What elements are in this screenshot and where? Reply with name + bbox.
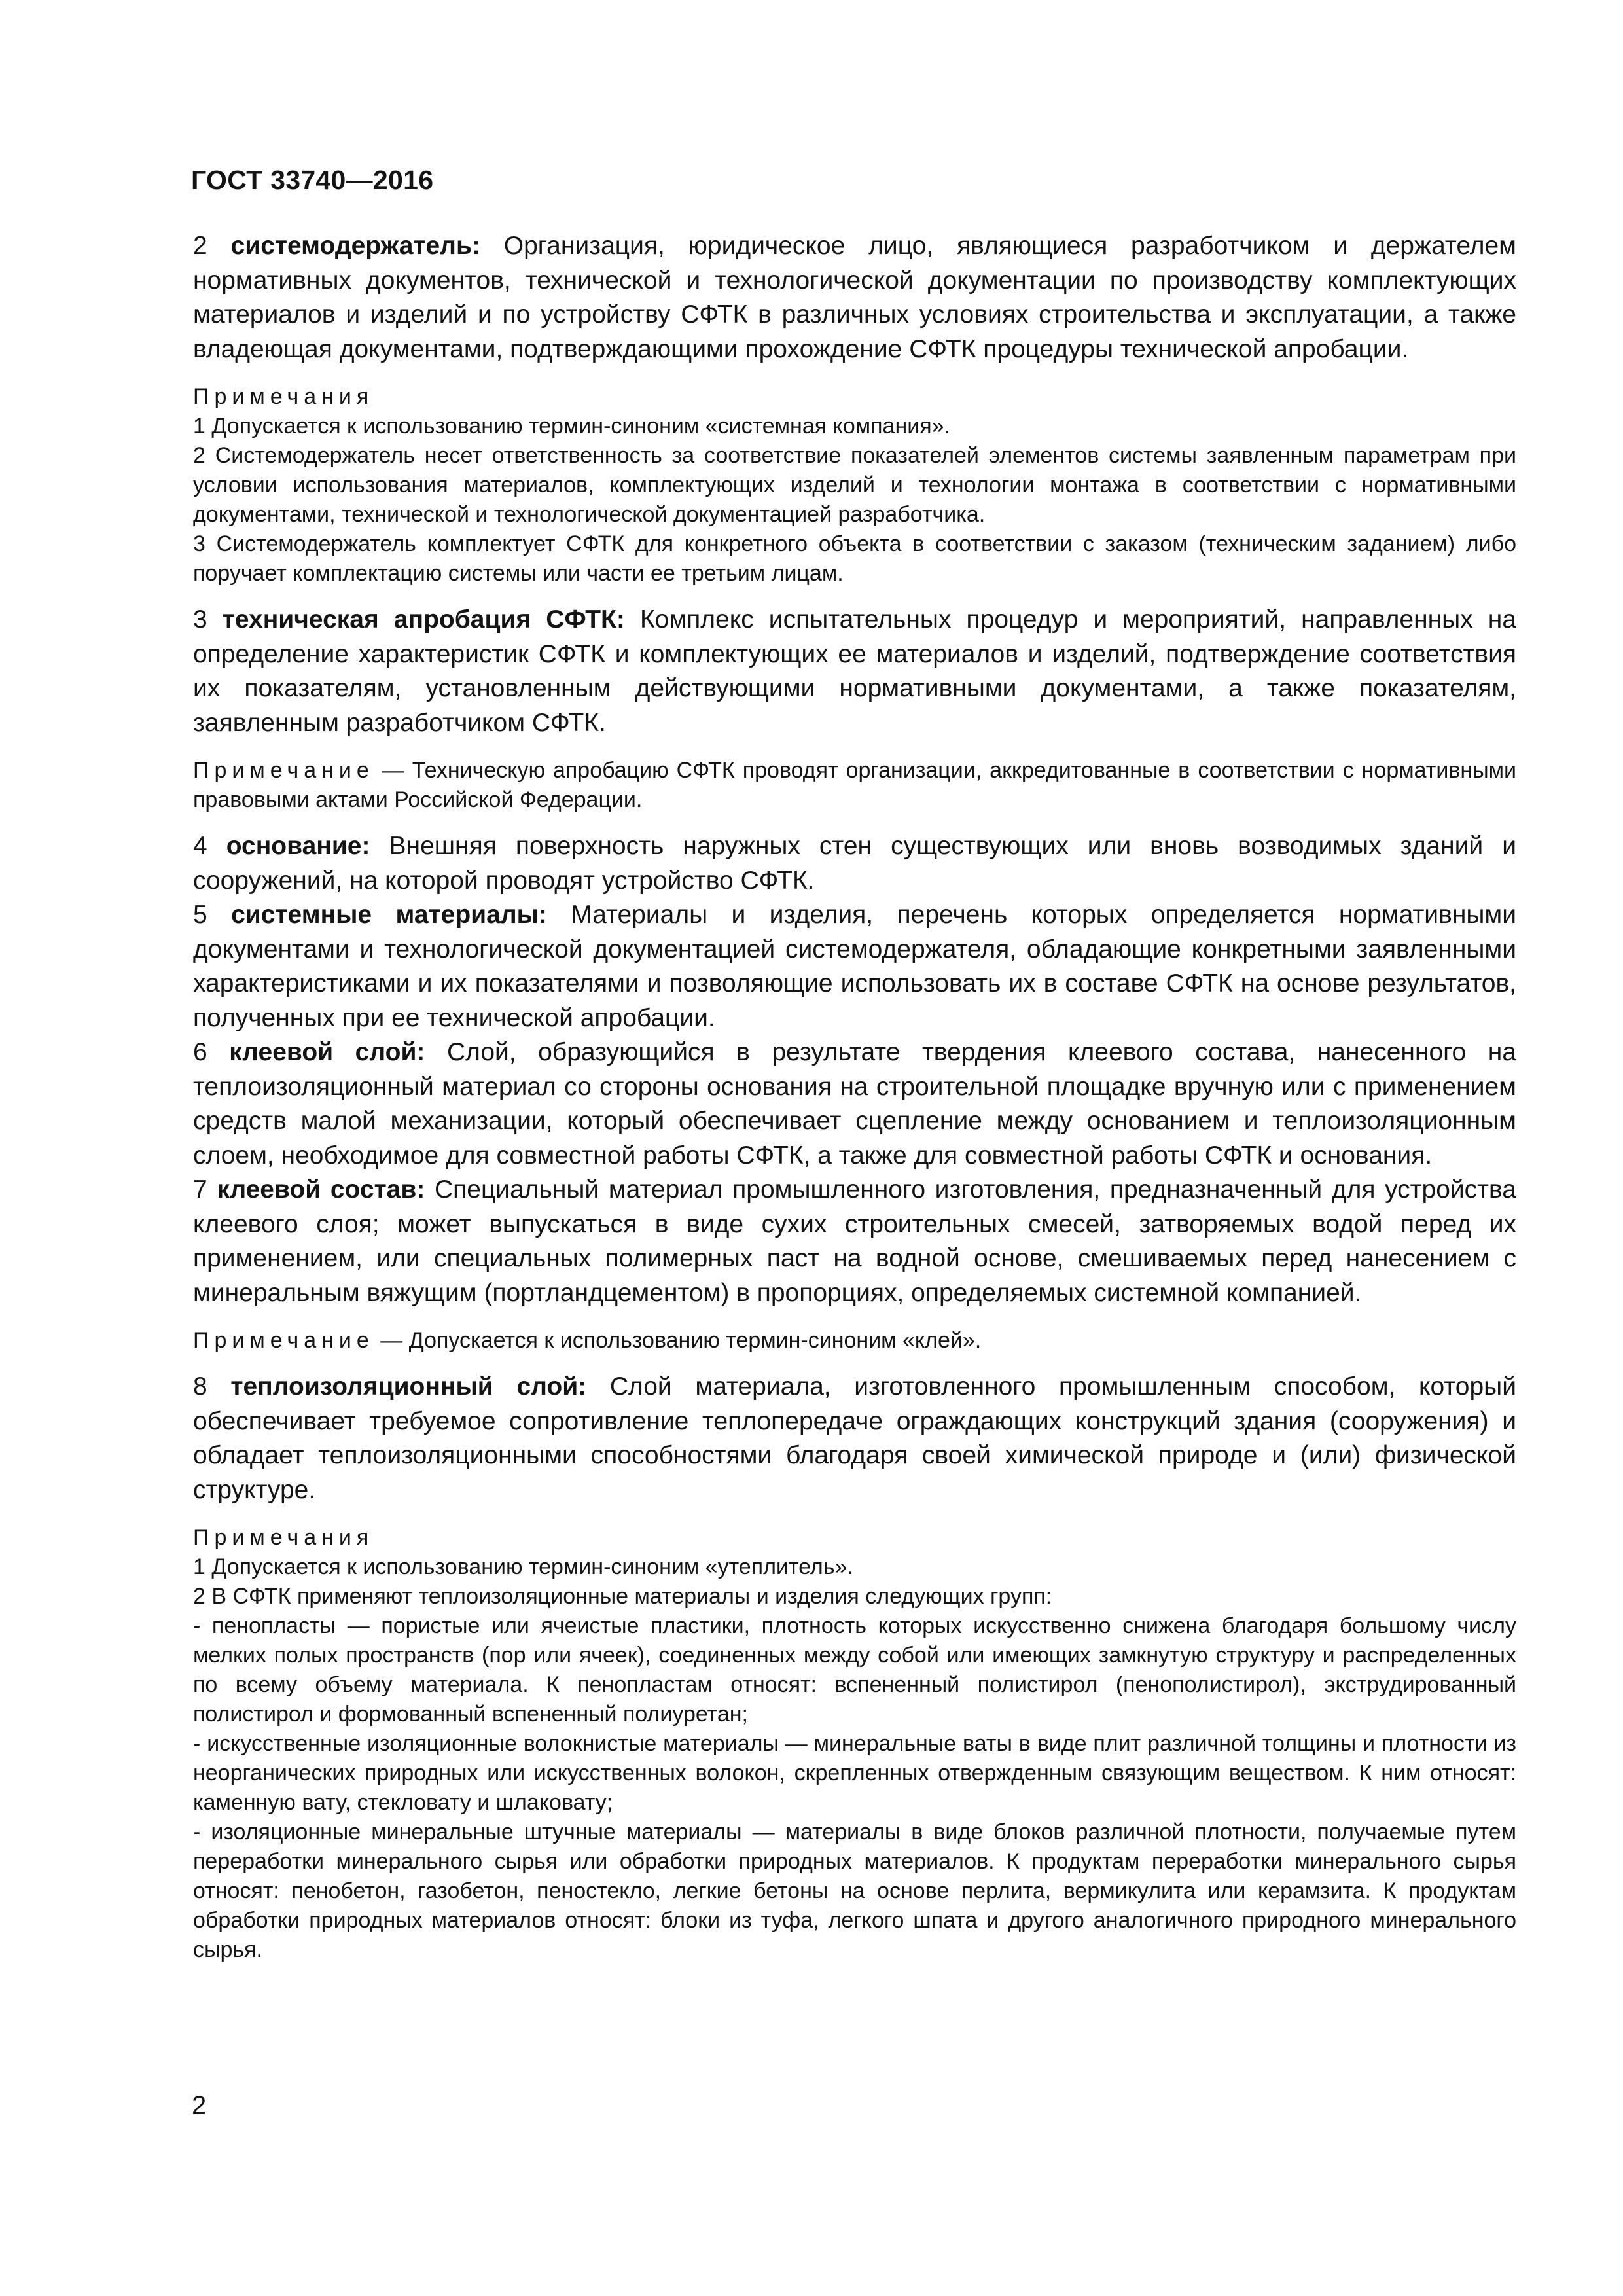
notes-title: Примечания <box>193 384 374 409</box>
term-number: 2 <box>193 232 207 260</box>
note-item: 1 Допускается к использованию термин-синоним «утеплитель». <box>193 1554 853 1579</box>
note-list-item: - пенопласты — пористые или ячеистые пластики, плотность которых искусственно снижена благодаря большому числу мелких полых пространств (пор или ячеек), соединенных между собой или имеющих замкнутую структуру и распределенных по всему объему материала. К пенопластам относят: вспененный полистирол (пенополистирол), экструдированный полистирол и формованный вспененный полиуретан; <box>193 1613 1516 1727</box>
term-name: техническая апробация СФТК: <box>222 605 625 634</box>
term-definition-6 <box>193 1035 1516 1173</box>
term-name: клеевой состав: <box>217 1175 425 1204</box>
term-definition-text: Специальный материал промышленного изготовления, предназначенный для устройства клеевого слоя; может выпускаться в виде сухих строительных смесей, затворяемых водой перед их применением, или специальных полимерных паст на водной основе, смешиваемых перед нанесением с минеральным вяжущим (портландцементом) в пропорциях, определяемых системной компанией. <box>193 1175 1517 1307</box>
term-definition-7 <box>193 1173 1516 1310</box>
term-name: основание: <box>226 832 370 860</box>
notes-block-term-2 <box>193 382 1516 588</box>
term-number: 7 <box>193 1175 207 1204</box>
note-item: 2 Системодержатель несет ответственность за соответствие показателей элементов системы заявленным параметрам при условии использования материалов, комплектующих изделий и технологии монтажа в соответствии с нормативными документами, технической и технологической документацией разработчика. <box>193 443 1516 527</box>
document-body <box>193 229 1516 1965</box>
term-definition-8 <box>193 1370 1516 1507</box>
document-header-standard-number: ГОСТ 33740—2016 <box>191 165 434 195</box>
term-name: теплоизоляционный слой: <box>230 1372 587 1401</box>
note-label: Примечание <box>193 1328 374 1353</box>
note-block-term-7 <box>193 1326 1516 1355</box>
term-number: 4 <box>193 832 207 860</box>
term-name: системодержатель: <box>230 232 480 260</box>
note-list-item: - изоляционные минеральные штучные материалы — материалы в виде блоков различной плотности, получаемые путем переработки минерального сырья или обработки природных материалов. К продуктам переработки минерального сырья относят: пенобетон, газобетон, пеностекло, легкие бетоны на основе перлита, вермикулита или керамзита. К продуктам обработки природных материалов относят: блоки из туфа, легкого шпата и другого аналогичного природного минерального сырья. <box>193 1820 1516 1962</box>
term-definition-text: Слой материала, изготовленного промышленным способом, который обеспечивает требуемое сопротивление теплопередаче ограждающих конструкций здания (сооружения) и обладает теплоизоляционными способностями благодаря своей химической природе и (или) физической структуре. <box>193 1372 1516 1504</box>
term-definition-text: Организация, юридическое лицо, являющиеся разработчиком и держателем нормативных документов, технической и технологической документации по производству комплектующих материалов и изделий и по устройству СФТК в различных условиях строительства и эксплуатации, а также владеющая документами, подтверждающими прохождение СФТК процедуры технической апробации. <box>193 232 1516 363</box>
term-number: 5 <box>193 901 207 929</box>
term-definition-5 <box>193 898 1516 1035</box>
notes-block-term-8 <box>193 1523 1516 1965</box>
term-definition-text: Комплекс испытательных процедур и мероприятий, направленных на определение характеристик СФТК и комплектующих ее материалов и изделий, подтверждение соответствия их показателям, установленным действующими нормативными документами, а также показателям, заявленным разработчиком СФТК. <box>193 605 1517 737</box>
term-number: 6 <box>193 1038 207 1066</box>
term-number: 8 <box>193 1372 207 1401</box>
term-name: клеевой слой: <box>229 1038 425 1066</box>
note-block-term-3 <box>193 756 1516 815</box>
term-definition-text: Внешняя поверхность наружных стен существующих или вновь возводимых зданий и сооружений, на которой проводят устройство СФТК. <box>193 832 1516 895</box>
term-name: системные материалы: <box>231 901 547 929</box>
note-item: 1 Допускается к использованию термин-синоним «системная компания». <box>193 414 950 439</box>
note-text: — Допускается к использованию термин-синоним «клей». <box>380 1328 982 1353</box>
term-definition-3 <box>193 603 1516 740</box>
notes-title: Примечания <box>193 1525 374 1550</box>
term-number: 3 <box>193 605 207 634</box>
term-definition-2 <box>193 229 1516 367</box>
note-item: 3 Системодержатель комплектует СФТК для конкретного объекта в соответствии с заказом (техническим заданием) либо поручает комплектацию системы или части ее третьим лицам. <box>193 531 1516 586</box>
note-item: 2 В СФТК применяют теплоизоляционные материалы и изделия следующих групп: <box>193 1584 1052 1609</box>
note-text: — Техническую апробацию СФТК проводят организации, аккредитованные в соответствии с нормативными правовыми актами Российской Федерации. <box>193 758 1516 812</box>
note-label: Примечание <box>193 758 374 783</box>
note-item <box>193 756 1516 815</box>
note-item <box>193 1326 1516 1355</box>
note-list-item: - искусственные изоляционные волокнистые материалы — минеральные ваты в виде плит различной толщины и плотности из неорганических природных или искусственных волокон, скрепленных отвержденным связующим веществом. К ним относят: каменную вату, стекловату и шлаковату; <box>193 1731 1516 1815</box>
term-definition-text: Материалы и изделия, перечень которых определяется нормативными документами и технологической документацией системодержателя, обладающие конкретными заявленными характеристиками и их показателями и позволяющие использовать их в составе СФТК на основе результатов, полученных при ее технической апробации. <box>193 901 1516 1032</box>
term-definition-4 <box>193 829 1516 898</box>
page-number: 2 <box>192 2091 207 2120</box>
term-definition-text: Слой, образующийся в результате твердения клеевого состава, нанесенного на теплоизоляционный материал со стороны основания на строительной площадке вручную или с применением средств малой механизации, который обеспечивает сцепление между основанием и теплоизоляционным слоем, необходимое для совместной работы СФТК, а также для совместной работы СФТК и основания. <box>193 1038 1517 1170</box>
